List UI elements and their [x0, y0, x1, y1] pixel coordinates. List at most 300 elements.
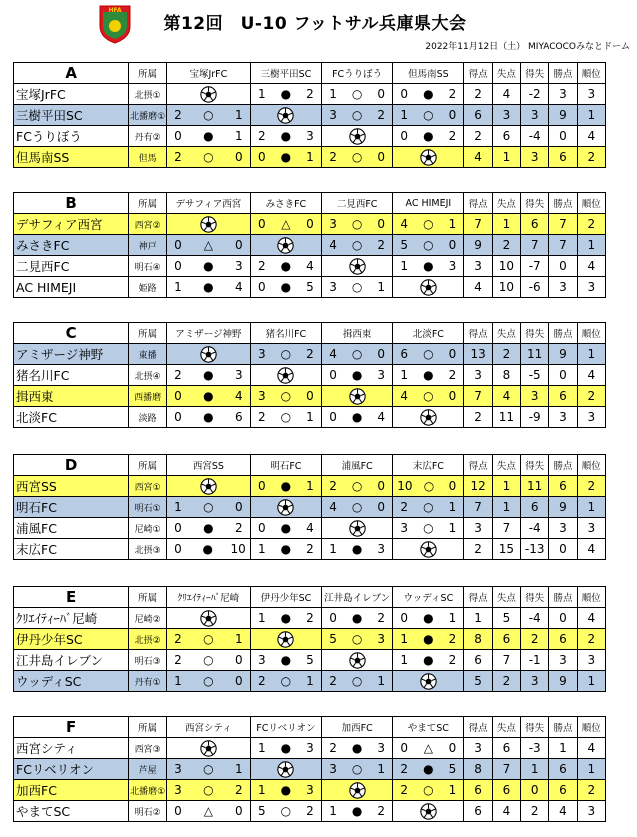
wins-header: 勝点: [549, 193, 577, 214]
match-result: [250, 256, 321, 277]
group-name: F: [14, 717, 129, 738]
points-for: 8: [464, 759, 492, 780]
rank-header: 順位: [577, 455, 605, 476]
table-row: [14, 126, 606, 147]
goals-conceded: 2: [448, 87, 457, 101]
soccer-ball-icon: [166, 84, 250, 105]
result-symbol: ○: [280, 347, 292, 361]
team-name: やまてSC: [14, 801, 129, 822]
match-result: [322, 147, 393, 168]
opponent-header: みさきFC: [250, 193, 321, 214]
result-symbol: ○: [203, 150, 214, 164]
goals-conceded: 1: [448, 500, 457, 514]
win-points: 3: [549, 650, 577, 671]
group-table-f: [13, 716, 606, 822]
win-points: 6: [549, 629, 577, 650]
team-name: 明石FC: [14, 497, 129, 518]
rank: 3: [577, 407, 605, 428]
points-for: 5: [464, 671, 492, 692]
goal-diff: -3: [521, 738, 549, 759]
result-symbol: ●: [280, 542, 292, 556]
result-symbol: ●: [423, 87, 434, 101]
points-for: 2: [464, 407, 492, 428]
soccer-ball-icon: [250, 105, 321, 126]
goals-conceded: 2: [377, 611, 386, 625]
goals-conceded: 1: [377, 762, 386, 776]
team-name: 揖西東: [14, 386, 129, 407]
rank: 4: [577, 256, 605, 277]
table-row: [14, 277, 606, 298]
team-name: 二見西FC: [14, 256, 129, 277]
goals-conceded: 0: [448, 479, 457, 493]
goals-scored: 3: [257, 347, 266, 361]
match-result: [166, 105, 250, 126]
team-name: ｸﾘｴｲﾃｨｰﾊﾞ尼崎: [14, 608, 129, 629]
team-affiliation: 北播磨①: [129, 780, 167, 801]
soccer-ball-icon: [250, 497, 321, 518]
goals-conceded: 2: [377, 108, 386, 122]
opponent-header: やまてSC: [393, 717, 464, 738]
match-result: [393, 214, 464, 235]
goals-scored: 3: [174, 762, 182, 776]
team-affiliation: 明石④: [129, 256, 167, 277]
points-against: 2: [492, 235, 520, 256]
opponent-header: AC HIMEJI: [393, 193, 464, 214]
table-row: [14, 386, 606, 407]
goals-scored: 5: [400, 238, 409, 252]
goals-conceded: 1: [234, 129, 243, 143]
goals-conceded: 3: [306, 129, 314, 143]
team-name: FCうりぼう: [14, 126, 129, 147]
match-result: [166, 539, 250, 560]
goal-diff: 2: [521, 629, 549, 650]
group-table-a: [13, 62, 606, 168]
affiliation-header: 所属: [129, 193, 167, 214]
match-result: [250, 518, 321, 539]
goals-conceded: 0: [234, 238, 243, 252]
result-symbol: ●: [351, 611, 363, 625]
team-affiliation: 西宮③: [129, 738, 167, 759]
table-row: [14, 256, 606, 277]
goals-conceded: 1: [234, 108, 243, 122]
team-affiliation: 淡路: [129, 407, 167, 428]
table-row: [14, 365, 606, 386]
rank: 4: [577, 608, 605, 629]
win-points: 6: [549, 759, 577, 780]
result-symbol: ○: [203, 500, 214, 514]
win-points: 9: [549, 671, 577, 692]
goals-scored: 2: [174, 150, 182, 164]
match-result: [322, 759, 393, 780]
result-symbol: ○: [203, 762, 214, 776]
soccer-ball-icon: [250, 759, 321, 780]
goals-scored: 0: [257, 521, 266, 535]
group-table-c: [13, 322, 606, 428]
team-affiliation: 北摂④: [129, 365, 167, 386]
goals-scored: 0: [329, 611, 337, 625]
result-symbol: ○: [351, 479, 363, 493]
points-for: 12: [464, 476, 492, 497]
opponent-header: FCリベリオン: [250, 717, 321, 738]
goals-conceded: 1: [448, 783, 457, 797]
soccer-ball-icon: [393, 407, 464, 428]
goals-conceded: 3: [377, 741, 386, 755]
win-points: 0: [549, 608, 577, 629]
result-symbol: ○: [351, 217, 363, 231]
event-date-venue: 2022年11月12日（土） MIYACOCOみなとドーム: [425, 42, 630, 52]
match-result: [322, 801, 393, 822]
points-for-header: 得点: [464, 717, 492, 738]
win-points: 6: [549, 147, 577, 168]
team-affiliation: 北摂②: [129, 629, 167, 650]
rank: 4: [577, 365, 605, 386]
match-result: [250, 650, 321, 671]
win-points: 7: [549, 235, 577, 256]
team-affiliation: 西播磨: [129, 386, 167, 407]
opponent-header: アミザージ神野: [166, 323, 250, 344]
goals-conceded: 2: [306, 804, 314, 818]
match-result: [322, 344, 393, 365]
goals-scored: 2: [174, 653, 182, 667]
group-name: D: [14, 455, 129, 476]
result-symbol: ○: [351, 238, 363, 252]
team-name: 猪名川FC: [14, 365, 129, 386]
goal-diff: 7: [521, 235, 549, 256]
goals-conceded: 3: [306, 783, 314, 797]
affiliation-header: 所属: [129, 455, 167, 476]
goals-conceded: 0: [448, 741, 457, 755]
team-name: デサフィア西宮: [14, 214, 129, 235]
points-for: 3: [464, 365, 492, 386]
rank: 4: [577, 539, 605, 560]
goals-scored: 0: [329, 410, 337, 424]
match-result: [322, 235, 393, 256]
goals-scored: 2: [257, 259, 266, 273]
opponent-header: デサフィア西宮: [166, 193, 250, 214]
match-result: [393, 476, 464, 497]
result-symbol: ●: [203, 389, 214, 403]
team-affiliation: 神戸: [129, 235, 167, 256]
goals-scored: 5: [257, 804, 266, 818]
match-result: [393, 650, 464, 671]
group-name: B: [14, 193, 129, 214]
goal-diff-header: 得失: [521, 587, 549, 608]
goal-diff: -4: [521, 518, 549, 539]
team-affiliation: 但馬: [129, 147, 167, 168]
team-name: AC HIMEJI: [14, 277, 129, 298]
points-against-header: 失点: [492, 63, 520, 84]
points-against: 7: [492, 650, 520, 671]
team-affiliation: 東播: [129, 344, 167, 365]
goals-conceded: 0: [234, 674, 243, 688]
points-for: 6: [464, 780, 492, 801]
goals-conceded: 0: [234, 804, 243, 818]
goals-conceded: 4: [377, 410, 386, 424]
goals-scored: 2: [329, 150, 337, 164]
result-symbol: ●: [203, 368, 214, 382]
goals-conceded: 1: [448, 217, 457, 231]
table-row: [14, 84, 606, 105]
result-symbol: ○: [203, 783, 214, 797]
goals-scored: 3: [329, 280, 337, 294]
goals-conceded: 0: [377, 217, 386, 231]
goals-scored: 0: [174, 521, 182, 535]
goals-scored: 1: [174, 500, 182, 514]
points-against-header: 失点: [492, 323, 520, 344]
goals-conceded: 1: [306, 150, 314, 164]
points-for-header: 得点: [464, 455, 492, 476]
goals-conceded: 0: [306, 389, 314, 403]
team-name: 浦風FC: [14, 518, 129, 539]
match-result: [250, 386, 321, 407]
soccer-ball-icon: [166, 608, 250, 629]
rank: 3: [577, 801, 605, 822]
table-row: [14, 650, 606, 671]
result-symbol: ○: [351, 632, 363, 646]
opponent-header: 西宮SS: [166, 455, 250, 476]
goals-scored: 2: [400, 500, 409, 514]
result-symbol: ○: [423, 108, 434, 122]
match-result: [393, 629, 464, 650]
points-against: 1: [492, 147, 520, 168]
result-symbol: ●: [351, 542, 363, 556]
rank: 2: [577, 476, 605, 497]
match-result: [322, 277, 393, 298]
result-symbol: ●: [351, 368, 363, 382]
soccer-ball-icon: [250, 235, 321, 256]
goals-scored: 1: [329, 804, 337, 818]
goals-conceded: 2: [448, 368, 457, 382]
goals-conceded: 1: [377, 674, 386, 688]
result-symbol: ○: [351, 150, 363, 164]
points-against: 3: [492, 105, 520, 126]
match-result: [250, 738, 321, 759]
points-for: 2: [464, 539, 492, 560]
goal-diff: 3: [521, 671, 549, 692]
goals-scored: 0: [174, 410, 182, 424]
win-points: 3: [549, 277, 577, 298]
hfa-emblem-icon: [98, 4, 132, 44]
goals-scored: 4: [329, 500, 337, 514]
match-result: [322, 738, 393, 759]
goals-scored: 2: [400, 783, 409, 797]
goals-scored: 1: [400, 653, 409, 667]
goals-conceded: 0: [234, 500, 243, 514]
group-table-e: [13, 586, 606, 692]
points-against: 6: [492, 126, 520, 147]
result-symbol: △: [423, 741, 433, 755]
match-result: [393, 738, 464, 759]
team-name: 北淡FC: [14, 407, 129, 428]
goals-conceded: 4: [234, 389, 243, 403]
result-symbol: ●: [203, 521, 214, 535]
goals-conceded: 2: [377, 804, 386, 818]
team-affiliation: 北播磨①: [129, 105, 167, 126]
result-symbol: ●: [203, 129, 214, 143]
goals-conceded: 4: [234, 280, 243, 294]
match-result: [393, 759, 464, 780]
team-name: 但馬南SS: [14, 147, 129, 168]
soccer-ball-icon: [393, 539, 464, 560]
match-result: [393, 126, 464, 147]
match-result: [166, 386, 250, 407]
match-result: [250, 126, 321, 147]
wins-header: 勝点: [549, 63, 577, 84]
table-row: [14, 539, 606, 560]
goals-conceded: 2: [448, 653, 457, 667]
goals-scored: 2: [174, 108, 182, 122]
points-for: 7: [464, 497, 492, 518]
goals-scored: 0: [329, 368, 337, 382]
result-symbol: ○: [423, 479, 435, 493]
rank: 2: [577, 214, 605, 235]
goal-diff: -4: [521, 126, 549, 147]
table-row: [14, 738, 606, 759]
points-for: 3: [464, 738, 492, 759]
win-points: 3: [549, 407, 577, 428]
team-name: アミザージ神野: [14, 344, 129, 365]
goals-scored: 4: [329, 347, 337, 361]
points-for: 7: [464, 386, 492, 407]
soccer-ball-icon: [393, 671, 464, 692]
goal-diff-header: 得失: [521, 63, 549, 84]
result-symbol: ●: [423, 368, 434, 382]
team-name: ウッディSC: [14, 671, 129, 692]
match-result: [250, 214, 321, 235]
match-result: [393, 84, 464, 105]
rank-header: 順位: [577, 587, 605, 608]
result-symbol: ●: [280, 87, 292, 101]
soccer-ball-icon: [166, 344, 250, 365]
table-row: [14, 801, 606, 822]
goal-diff: -9: [521, 407, 549, 428]
goals-scored: 3: [329, 762, 337, 776]
rank: 2: [577, 147, 605, 168]
result-symbol: △: [203, 804, 213, 818]
goals-scored: 2: [400, 762, 409, 776]
opponent-header: 猪名川FC: [250, 323, 321, 344]
opponent-header: 三樹平田SC: [250, 63, 321, 84]
match-result: [250, 539, 321, 560]
match-result: [250, 344, 321, 365]
points-for: 8: [464, 629, 492, 650]
rank: 3: [577, 650, 605, 671]
goal-diff: 3: [521, 386, 549, 407]
opponent-header: 江井島イレブン: [322, 587, 393, 608]
match-result: [166, 801, 250, 822]
goals-conceded: 3: [377, 368, 386, 382]
result-symbol: ●: [203, 280, 214, 294]
result-symbol: ○: [280, 804, 292, 818]
goals-scored: 1: [329, 542, 337, 556]
result-symbol: ○: [280, 410, 292, 424]
soccer-ball-icon: [393, 801, 464, 822]
points-against: 4: [492, 801, 520, 822]
points-for: 4: [464, 277, 492, 298]
goals-scored: 2: [257, 129, 266, 143]
goals-scored: 1: [174, 280, 182, 294]
points-against: 1: [492, 497, 520, 518]
goals-scored: 1: [400, 632, 409, 646]
goals-scored: 4: [400, 389, 409, 403]
soccer-ball-icon: [250, 365, 321, 386]
goals-conceded: 0: [448, 238, 457, 252]
result-symbol: ○: [203, 674, 214, 688]
goals-scored: 0: [174, 259, 182, 273]
match-result: [250, 407, 321, 428]
goals-scored: 3: [257, 389, 266, 403]
rank-header: 順位: [577, 63, 605, 84]
goals-conceded: 2: [234, 521, 243, 535]
goals-conceded: 2: [234, 783, 243, 797]
goals-conceded: 5: [306, 653, 314, 667]
opponent-header: 北淡FC: [393, 323, 464, 344]
goals-scored: 0: [400, 129, 409, 143]
match-result: [393, 518, 464, 539]
result-symbol: ●: [280, 280, 292, 294]
goal-diff: -5: [521, 365, 549, 386]
rank-header: 順位: [577, 717, 605, 738]
goal-diff: 6: [521, 214, 549, 235]
team-name: FCリベリオン: [14, 759, 129, 780]
team-name: 三樹平田SC: [14, 105, 129, 126]
win-points: 1: [549, 738, 577, 759]
result-symbol: ○: [423, 238, 434, 252]
result-symbol: ○: [203, 653, 214, 667]
goals-conceded: 2: [448, 129, 457, 143]
result-symbol: ●: [280, 479, 292, 493]
match-result: [322, 407, 393, 428]
match-result: [393, 608, 464, 629]
opponent-header: 末広FC: [393, 455, 464, 476]
match-result: [250, 84, 321, 105]
goals-scored: 1: [257, 783, 266, 797]
table-row: [14, 671, 606, 692]
goals-scored: 1: [174, 674, 182, 688]
goals-scored: 0: [174, 238, 182, 252]
match-result: [166, 780, 250, 801]
wins-header: 勝点: [549, 717, 577, 738]
rank: 3: [577, 84, 605, 105]
match-result: [166, 671, 250, 692]
group-table-d: [13, 454, 606, 560]
points-against: 6: [492, 629, 520, 650]
points-against: 7: [492, 759, 520, 780]
opponent-header: 加西FC: [322, 717, 393, 738]
goals-scored: 3: [174, 783, 182, 797]
soccer-ball-icon: [322, 386, 393, 407]
goals-conceded: 2: [306, 347, 314, 361]
table-row: [14, 105, 606, 126]
match-result: [393, 105, 464, 126]
match-result: [166, 277, 250, 298]
team-affiliation: 丹有②: [129, 126, 167, 147]
goals-scored: 0: [174, 542, 182, 556]
team-affiliation: 明石③: [129, 650, 167, 671]
team-name: 西宮シティ: [14, 738, 129, 759]
goals-scored: 1: [257, 741, 266, 755]
points-for: 9: [464, 235, 492, 256]
goal-diff: 0: [521, 780, 549, 801]
team-affiliation: 姫路: [129, 277, 167, 298]
table-row: [14, 497, 606, 518]
goals-conceded: 3: [234, 259, 243, 273]
match-result: [250, 801, 321, 822]
points-against: 6: [492, 780, 520, 801]
soccer-ball-icon: [322, 650, 393, 671]
match-result: [166, 407, 250, 428]
goals-conceded: 1: [234, 762, 243, 776]
